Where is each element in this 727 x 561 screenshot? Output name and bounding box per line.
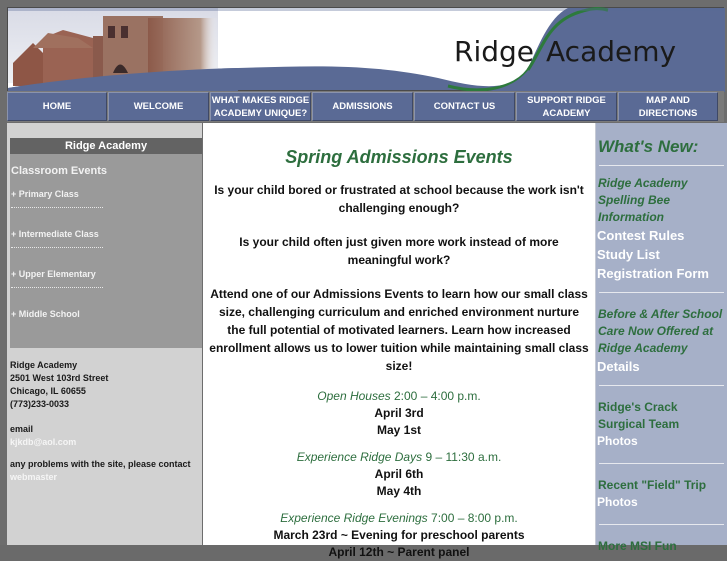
contact-address: [10, 359, 191, 484]
msi-heading: More MSI Fun: [598, 539, 677, 553]
study-list-link[interactable]: Study List: [597, 247, 660, 262]
divider: [599, 385, 724, 386]
left-sidebar: [7, 123, 202, 545]
classroom-events-box: [10, 138, 202, 348]
email-link[interactable]: kjkdb@aol.com: [10, 437, 77, 447]
surgical-heading: Surgical Team: [598, 417, 680, 431]
logo-word-ridge: Ridge: [454, 35, 535, 68]
page-title: Spring Admissions Events: [285, 147, 513, 167]
event-time: 2:00 – 4:00 p.m.: [394, 389, 481, 403]
whats-new-heading: What's New:: [598, 137, 699, 156]
dotted-divider: [11, 247, 103, 248]
surgical-team-section: [596, 399, 727, 450]
header-banner: [7, 7, 724, 91]
event-experience-days: [203, 448, 595, 500]
address-name: Ridge Academy: [10, 360, 78, 370]
link-middle-school[interactable]: + Middle School: [11, 309, 80, 319]
care-heading: Care Now Offered at: [598, 324, 714, 338]
contest-rules-link[interactable]: Contest Rules: [597, 228, 685, 243]
intro-question-1: Is your child bored or frustrated at school because the work isn't challenging enough?: [214, 183, 584, 215]
event-date: May 4th: [376, 484, 422, 498]
field-trip-heading: Recent "Field" Trip: [598, 478, 707, 492]
event-time: 7:00 – 8:00 p.m.: [431, 511, 518, 525]
spelling-bee-heading: Ridge Academy: [598, 176, 688, 190]
nav-map-directions[interactable]: MAP AND DIRECTIONS: [618, 92, 718, 121]
logo-word-academy: Academy: [546, 35, 677, 68]
event-date: April 12th ~ Parent panel: [328, 545, 470, 559]
webmaster-link[interactable]: webmaster: [10, 472, 58, 482]
msi-section: [596, 538, 727, 555]
nav-home[interactable]: HOME: [7, 92, 107, 121]
main-nav: [7, 91, 724, 122]
event-name: Experience Ridge Days: [296, 450, 423, 464]
surgical-photos-link[interactable]: Photos: [597, 434, 638, 448]
whats-new-sidebar: [595, 123, 727, 553]
event-experience-evenings: [203, 509, 595, 561]
nav-what-makes-unique[interactable]: WHAT MAKES RIDGE ACADEMY UNIQUE?: [210, 92, 311, 121]
link-upper-elementary[interactable]: + Upper Elementary: [11, 269, 96, 279]
link-primary-class[interactable]: + Primary Class: [11, 189, 79, 199]
surgical-heading: Ridge's Crack: [598, 400, 678, 414]
care-heading: Ridge Academy: [598, 341, 688, 355]
event-date: May 1st: [376, 423, 422, 437]
care-heading: Before & After School: [598, 307, 723, 321]
event-date: April 6th: [374, 467, 424, 481]
event-time: 9 – 11:30 a.m.: [425, 450, 502, 464]
dotted-divider: [11, 207, 103, 208]
divider: [599, 292, 724, 293]
care-section: [596, 306, 727, 376]
spelling-bee-heading: Information: [598, 210, 664, 224]
intro-paragraph: Attend one of our Admissions Events to learn how our small class size, challenging curriculum and enriched environment nurture the full potential of motivated learners. Learn how increased enrollment allows us to lower tuition while maintaining small class size!: [209, 287, 589, 373]
details-link[interactable]: Details: [597, 359, 640, 374]
intro-question-2: Is your child often just given more work instead of more meaningful work?: [239, 235, 559, 267]
nav-admissions[interactable]: ADMISSIONS: [312, 92, 413, 121]
sidebar-title: Ridge Academy: [10, 138, 202, 154]
nav-contact-us[interactable]: CONTACT US: [414, 92, 515, 121]
spelling-bee-section: [596, 175, 727, 283]
event-date: March 23rd ~ Evening for preschool parents: [273, 528, 525, 542]
divider: [599, 463, 724, 464]
site-logo: [454, 35, 676, 68]
nav-support[interactable]: SUPPORT RIDGE ACADEMY: [516, 92, 617, 121]
problems-text: any problems with the site, please contact: [10, 459, 191, 469]
nav-welcome[interactable]: WELCOME: [108, 92, 209, 121]
event-name: Experience Ridge Evenings: [280, 511, 428, 525]
event-open-houses: [203, 387, 595, 439]
address-city: Chicago, IL 60655: [10, 386, 86, 396]
dotted-divider: [11, 287, 103, 288]
event-date: April 3rd: [374, 406, 424, 420]
email-label: email: [10, 424, 34, 434]
address-phone: (773)233-0033: [10, 399, 70, 409]
spelling-bee-heading: Spelling Bee: [598, 193, 671, 207]
divider: [599, 165, 724, 166]
main-content: [203, 123, 595, 559]
registration-form-link[interactable]: Registration Form: [597, 266, 709, 281]
event-name: Open Houses: [317, 389, 391, 403]
field-trip-photos-link[interactable]: Photos: [597, 495, 638, 509]
classroom-events-heading: Classroom Events: [11, 165, 107, 177]
divider: [599, 524, 724, 525]
address-street: 2501 West 103rd Street: [10, 373, 109, 383]
field-trip-section: [596, 477, 727, 511]
link-intermediate-class[interactable]: + Intermediate Class: [11, 229, 99, 239]
